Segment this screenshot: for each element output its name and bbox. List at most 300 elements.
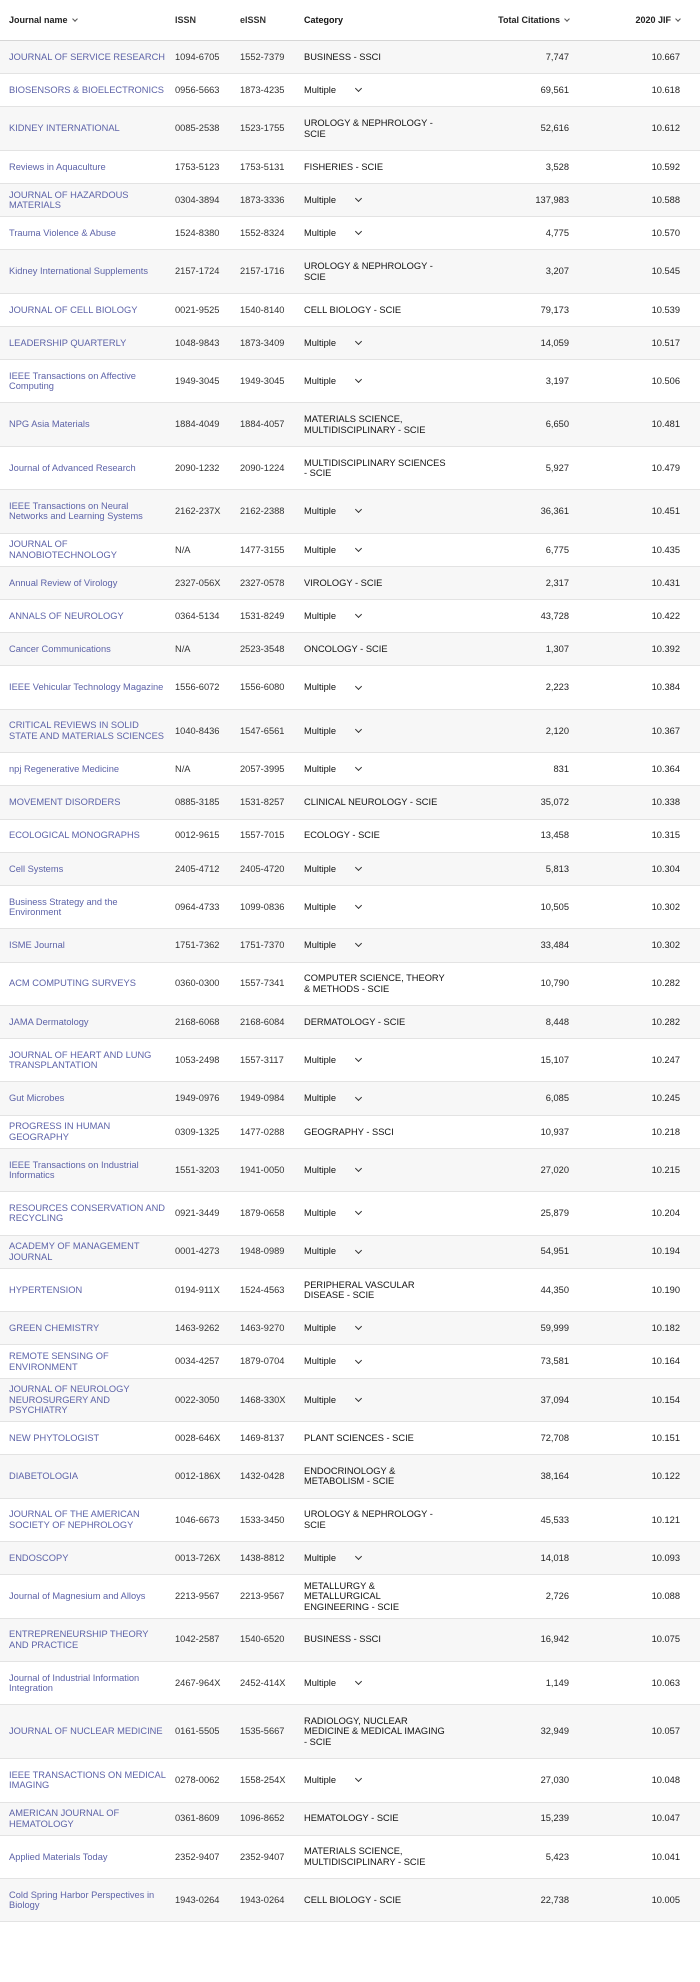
- jif-value: 10.093: [651, 1552, 680, 1563]
- table-row: [0, 1662, 700, 1705]
- table-row: [0, 1836, 700, 1879]
- category-label: Multiple: [304, 1552, 337, 1563]
- issn-value: 2213-9567: [175, 1591, 220, 1602]
- journal-name-link[interactable]: NPG Asia Materials: [9, 419, 90, 430]
- chevron-down-icon[interactable]: [355, 683, 362, 690]
- eissn-value: 1438-8812: [240, 1552, 285, 1563]
- chevron-down-icon[interactable]: [355, 1165, 362, 1172]
- eissn-value: 1879-0658: [240, 1208, 285, 1219]
- journal-name-link[interactable]: GREEN CHEMISTRY: [9, 1323, 100, 1334]
- category-label: Multiple: [304, 1356, 337, 1367]
- jif-value: 10.215: [651, 1164, 680, 1175]
- jif-value: 10.667: [651, 51, 680, 62]
- journal-name-link[interactable]: Cell Systems: [9, 863, 64, 874]
- table-row: [0, 786, 700, 819]
- eissn-value: 1948-0989: [240, 1246, 285, 1257]
- table-row: [0, 600, 700, 633]
- eissn-value: 2162-2388: [240, 506, 285, 517]
- total-citations-value: 3,528: [545, 161, 569, 172]
- total-citations-value: 5,813: [545, 863, 569, 874]
- issn-value: 0364-5134: [175, 610, 220, 621]
- issn-value: 1949-3045: [175, 376, 220, 387]
- table-row: [0, 1759, 700, 1802]
- journal-name-link[interactable]: ECOLOGICAL MONOGRAPHS: [9, 830, 140, 841]
- table-row: [0, 1192, 700, 1235]
- total-citations-value: 38,164: [540, 1471, 569, 1482]
- eissn-value: 2057-3995: [240, 764, 285, 775]
- table-row: [0, 1455, 700, 1498]
- category-label: Multiple: [304, 194, 337, 205]
- journal-name-link[interactable]: IEEE TRANSACTIONS ON MEDICAL IMAGING: [9, 1769, 166, 1791]
- journal-name-link[interactable]: NEW PHYTOLOGIST: [9, 1432, 100, 1443]
- journal-name-link[interactable]: Journal of Advanced Research: [9, 462, 136, 473]
- chevron-down-icon[interactable]: [355, 1678, 362, 1685]
- chevron-down-icon[interactable]: [355, 376, 362, 383]
- eissn-value: 1552-8324: [240, 227, 285, 238]
- category-dropdown[interactable]: [304, 85, 454, 96]
- jif-value: 10.247: [651, 1055, 680, 1066]
- table-row: [0, 1379, 700, 1422]
- eissn-value: 1556-6080: [240, 682, 285, 693]
- table-row: [0, 1879, 700, 1922]
- table-row: [0, 567, 700, 600]
- category-dropdown[interactable]: [304, 1678, 454, 1689]
- jif-value: 10.182: [651, 1323, 680, 1334]
- total-citations-value: 32,949: [540, 1726, 569, 1737]
- journal-name-link[interactable]: LEADERSHIP QUARTERLY: [9, 337, 127, 348]
- journal-name-link[interactable]: IEEE Vehicular Technology Magazine: [9, 682, 164, 693]
- jif-value: 10.302: [651, 901, 680, 912]
- chevron-down-icon[interactable]: [355, 338, 362, 345]
- journal-name-link[interactable]: Cold Spring Harbor Perspectives in Biology: [9, 1889, 155, 1911]
- issn-value: 1949-0976: [175, 1093, 220, 1104]
- eissn-value: 1753-5131: [240, 161, 285, 172]
- jif-value: 10.057: [651, 1726, 680, 1737]
- total-citations-value: 3,207: [545, 266, 569, 277]
- chevron-down-icon[interactable]: [564, 16, 570, 22]
- category-dropdown[interactable]: [304, 1208, 454, 1219]
- issn-value: 0956-5663: [175, 85, 220, 96]
- table-row: [0, 1039, 700, 1082]
- jif-value: 10.612: [651, 123, 680, 134]
- jif-value: 10.435: [651, 544, 680, 555]
- category-value: CELL BIOLOGY - SCIE: [304, 1895, 402, 1906]
- table-row: [0, 1269, 700, 1312]
- issn-value: 1053-2498: [175, 1055, 220, 1066]
- chevron-down-icon[interactable]: [355, 228, 362, 235]
- journal-name-link[interactable]: Gut Microbes: [9, 1093, 65, 1104]
- jif-value: 10.367: [651, 725, 680, 736]
- category-label: Multiple: [304, 1323, 337, 1334]
- journal-name-link[interactable]: HYPERTENSION: [9, 1284, 83, 1295]
- chevron-down-icon[interactable]: [355, 195, 362, 202]
- eissn-value: 2352-9407: [240, 1851, 285, 1862]
- jif-value: 10.392: [651, 644, 680, 655]
- category-dropdown[interactable]: [304, 338, 454, 349]
- chevron-down-icon[interactable]: [355, 85, 362, 92]
- jif-value: 10.041: [651, 1851, 680, 1862]
- column-header-label: Total Citations: [498, 15, 560, 25]
- issn-value: 1048-9843: [175, 337, 220, 348]
- issn-value: 1046-6673: [175, 1514, 220, 1525]
- table-row: [0, 633, 700, 666]
- eissn-value: 1432-0428: [240, 1471, 285, 1482]
- journal-name-link[interactable]: ANNALS OF NEUROLOGY: [9, 610, 124, 621]
- chevron-down-icon[interactable]: [355, 864, 362, 871]
- journal-name-link[interactable]: PROGRESS IN HUMAN GEOGRAPHY: [9, 1121, 111, 1142]
- journal-name-link[interactable]: MOVEMENT DISORDERS: [9, 797, 121, 808]
- category-dropdown[interactable]: [304, 1395, 454, 1406]
- table-row: [0, 490, 700, 533]
- issn-value: 0309-1325: [175, 1126, 220, 1137]
- journal-name-link[interactable]: JOURNAL OF THE AMERICAN SOCIETY OF NEPHROLOGY: [9, 1509, 140, 1530]
- category-dropdown[interactable]: [304, 228, 454, 239]
- total-citations-value: 2,726: [545, 1591, 569, 1602]
- category-label: Multiple: [304, 1093, 337, 1104]
- journal-name-link[interactable]: JOURNAL OF NUCLEAR MEDICINE: [9, 1726, 163, 1737]
- table-row: [0, 447, 700, 490]
- eissn-value: 1873-4235: [240, 85, 285, 96]
- category-dropdown[interactable]: [304, 1055, 454, 1066]
- issn-value: 1751-7362: [175, 940, 220, 951]
- table-row: [0, 403, 700, 446]
- category-dropdown[interactable]: [304, 376, 454, 387]
- journal-name-link[interactable]: ISME Journal: [9, 940, 65, 951]
- journal-name-link[interactable]: npj Regenerative Medicine: [9, 764, 120, 775]
- table-row: [0, 1082, 700, 1115]
- chevron-down-icon[interactable]: [355, 506, 362, 513]
- total-citations-value: 27,020: [540, 1164, 569, 1175]
- eissn-value: 1558-254X: [240, 1775, 286, 1786]
- total-citations-value: 45,533: [540, 1514, 569, 1525]
- chevron-down-icon[interactable]: [355, 1055, 362, 1062]
- journal-name-link[interactable]: CRITICAL REVIEWS IN SOLID STATE AND MATERIALS SCIENCES: [9, 720, 164, 741]
- category-value: CELL BIOLOGY - SCIE: [304, 304, 402, 315]
- journal-name-link[interactable]: ACM COMPUTING SURVEYS: [9, 978, 136, 989]
- category-dropdown[interactable]: [304, 506, 454, 517]
- jif-value: 10.539: [651, 304, 680, 315]
- eissn-value: 2523-3548: [240, 644, 285, 655]
- table-row: [0, 184, 700, 217]
- jif-value: 10.451: [651, 506, 680, 517]
- issn-value: 0921-3449: [175, 1208, 220, 1219]
- category-label: Multiple: [304, 1246, 337, 1257]
- column-header-journal-name[interactable]: [0, 15, 175, 25]
- category-value: MULTIDISCIPLINARY SCIENCES - SCIE: [304, 457, 446, 479]
- category-value: ECOLOGY - SCIE: [304, 830, 380, 841]
- total-citations-value: 6,775: [545, 544, 569, 555]
- category-dropdown[interactable]: [304, 1553, 454, 1564]
- chevron-down-icon[interactable]: [355, 1553, 362, 1560]
- table-row: [0, 1422, 700, 1455]
- category-dropdown[interactable]: [304, 195, 454, 206]
- column-header-total-citations[interactable]: [454, 15, 579, 25]
- total-citations-value: 69,561: [540, 85, 569, 96]
- eissn-value: 1524-4563: [240, 1284, 285, 1295]
- eissn-value: 1523-1755: [240, 123, 285, 134]
- chevron-down-icon[interactable]: [355, 1094, 362, 1101]
- total-citations-value: 10,790: [540, 978, 569, 989]
- journal-name-link[interactable]: Applied Materials Today: [9, 1851, 108, 1862]
- journal-name-link[interactable]: JOURNAL OF NEUROLOGY NEUROSURGERY AND PSYCHIATRY: [9, 1384, 130, 1416]
- total-citations-value: 2,120: [545, 725, 569, 736]
- category-dropdown[interactable]: [304, 940, 454, 951]
- eissn-value: 1557-7341: [240, 978, 285, 989]
- journal-name-link[interactable]: REMOTE SENSING OF ENVIRONMENT: [9, 1351, 109, 1372]
- total-citations-value: 2,223: [545, 682, 569, 693]
- chevron-down-icon[interactable]: [355, 1247, 362, 1254]
- column-header-label: Category: [304, 15, 344, 25]
- journal-name-link[interactable]: JOURNAL OF HEART AND LUNG TRANSPLANTATION: [9, 1049, 152, 1071]
- table-row: [0, 107, 700, 150]
- jif-value: 10.545: [651, 266, 680, 277]
- table-body: [0, 41, 700, 1922]
- chevron-down-icon[interactable]: [355, 1395, 362, 1402]
- jif-value: 10.282: [651, 978, 680, 989]
- eissn-value: 1477-0288: [240, 1126, 285, 1137]
- eissn-value: 2405-4720: [240, 863, 285, 874]
- jif-value: 10.122: [651, 1471, 680, 1482]
- issn-value: 1040-8436: [175, 725, 220, 736]
- journal-name-link[interactable]: Kidney International Supplements: [9, 266, 149, 277]
- category-value: PLANT SCIENCES - SCIE: [304, 1432, 414, 1443]
- category-dropdown[interactable]: [304, 611, 454, 622]
- eissn-value: 2157-1716: [240, 266, 285, 277]
- eissn-value: 1099-0836: [240, 901, 285, 912]
- jif-value: 10.384: [651, 682, 680, 693]
- total-citations-value: 16,942: [540, 1634, 569, 1645]
- table-row: [0, 151, 700, 184]
- chevron-down-icon[interactable]: [675, 16, 681, 22]
- issn-value: 0885-3185: [175, 797, 220, 808]
- total-citations-value: 3,197: [545, 376, 569, 387]
- journal-name-link[interactable]: AMERICAN JOURNAL OF HEMATOLOGY: [9, 1808, 120, 1829]
- issn-value: 0964-4733: [175, 901, 220, 912]
- eissn-value: 1531-8249: [240, 610, 285, 621]
- table-row: [0, 74, 700, 107]
- category-label: Multiple: [304, 1055, 337, 1066]
- table-row: [0, 1705, 700, 1759]
- jif-value: 10.618: [651, 85, 680, 96]
- journal-name-link[interactable]: DIABETOLOGIA: [9, 1471, 79, 1482]
- journal-name-link[interactable]: IEEE Transactions on Industrial Informatics: [9, 1159, 139, 1181]
- journal-name-link[interactable]: ENTREPRENEURSHIP THEORY AND PRACTICE: [9, 1629, 149, 1650]
- category-value: HEMATOLOGY - SCIE: [304, 1813, 399, 1824]
- journal-name-link[interactable]: Cancer Communications: [9, 644, 111, 655]
- total-citations-value: 1,307: [545, 644, 569, 655]
- table-row: [0, 1542, 700, 1575]
- category-value: BUSINESS - SSCI: [304, 1634, 381, 1645]
- total-citations-value: 10,937: [540, 1126, 569, 1137]
- issn-value: 0194-911X: [175, 1284, 220, 1295]
- eissn-value: 1540-6520: [240, 1634, 285, 1645]
- issn-value: 1094-6705: [175, 51, 220, 62]
- total-citations-value: 5,927: [545, 462, 569, 473]
- jif-value: 10.218: [651, 1126, 680, 1137]
- category-label: Multiple: [304, 725, 337, 736]
- jif-value: 10.588: [651, 194, 680, 205]
- issn-value: 2162-237X: [175, 506, 221, 517]
- journal-name-link[interactable]: Journal of Magnesium and Alloys: [9, 1591, 146, 1602]
- issn-value: 2467-964X: [175, 1677, 221, 1688]
- category-label: Multiple: [304, 1208, 337, 1219]
- table-row: [0, 929, 700, 962]
- category-label: Multiple: [304, 227, 337, 238]
- jif-value: 10.075: [651, 1634, 680, 1645]
- eissn-value: 1096-8652: [240, 1813, 285, 1824]
- total-citations-value: 7,747: [545, 51, 569, 62]
- chevron-down-icon[interactable]: [355, 902, 362, 909]
- chevron-down-icon[interactable]: [355, 1356, 362, 1363]
- category-label: Multiple: [304, 85, 337, 96]
- total-citations-value: 22,738: [540, 1895, 569, 1906]
- category-dropdown[interactable]: [304, 902, 454, 913]
- chevron-down-icon[interactable]: [72, 16, 78, 22]
- category-value: UROLOGY & NEPHROLOGY - SCIE: [304, 118, 433, 139]
- table-row: [0, 250, 700, 293]
- jif-value: 10.088: [651, 1591, 680, 1602]
- journal-name-link[interactable]: ACADEMY OF MANAGEMENT JOURNAL: [9, 1241, 140, 1262]
- issn-value: 0034-4257: [175, 1356, 220, 1367]
- journal-name-link[interactable]: KIDNEY INTERNATIONAL: [9, 123, 120, 134]
- journal-name-link[interactable]: Journal of Industrial Information Integration: [9, 1672, 140, 1694]
- total-citations-value: 137,983: [535, 194, 569, 205]
- issn-value: 1524-8380: [175, 227, 220, 238]
- jif-value: 10.302: [651, 940, 680, 951]
- category-value: DERMATOLOGY - SCIE: [304, 1016, 406, 1027]
- chevron-down-icon[interactable]: [355, 611, 362, 618]
- chevron-down-icon[interactable]: [355, 940, 362, 947]
- jif-value: 10.517: [651, 337, 680, 348]
- category-label: Multiple: [304, 940, 337, 951]
- total-citations-value: 52,616: [540, 123, 569, 134]
- table-row: [0, 1803, 700, 1836]
- eissn-value: 2213-9567: [240, 1591, 285, 1602]
- category-label: Multiple: [304, 901, 337, 912]
- total-citations-value: 35,072: [540, 797, 569, 808]
- category-label: Multiple: [304, 682, 337, 693]
- category-dropdown[interactable]: [304, 726, 454, 737]
- column-header-jif[interactable]: [579, 15, 694, 25]
- journal-name-link[interactable]: JOURNAL OF HAZARDOUS MATERIALS: [9, 189, 129, 211]
- journal-name-link[interactable]: JAMA Dermatology: [9, 1016, 89, 1027]
- journal-name-link[interactable]: RESOURCES CONSERVATION AND RECYCLING: [9, 1202, 166, 1224]
- issn-value: 1042-2587: [175, 1634, 220, 1645]
- issn-value: 1463-9262: [175, 1323, 220, 1334]
- eissn-value: 2327-0578: [240, 577, 285, 588]
- category-dropdown[interactable]: [304, 1093, 454, 1104]
- category-value: UROLOGY & NEPHROLOGY - SCIE: [304, 261, 433, 282]
- journal-name-link[interactable]: Business Strategy and the Environment: [9, 896, 118, 918]
- total-citations-value: 15,107: [540, 1055, 569, 1066]
- category-value: VIROLOGY - SCIE: [304, 577, 383, 588]
- journal-name-link[interactable]: JOURNAL OF CELL BIOLOGY: [9, 304, 138, 315]
- jif-value: 10.282: [651, 1016, 680, 1027]
- jif-value: 10.479: [651, 462, 680, 473]
- table-row: [0, 327, 700, 360]
- table-row: [0, 1116, 700, 1149]
- total-citations-value: 44,350: [540, 1284, 569, 1295]
- issn-value: 2352-9407: [175, 1851, 220, 1862]
- jif-value: 10.190: [651, 1284, 680, 1295]
- jif-value: 10.121: [651, 1514, 680, 1525]
- total-citations-value: 73,581: [540, 1356, 569, 1367]
- category-value: RADIOLOGY, NUCLEAR MEDICINE & MEDICAL IMAGING - SCIE: [304, 1715, 445, 1747]
- total-citations-value: 15,239: [540, 1813, 569, 1824]
- total-citations-value: 54,951: [540, 1246, 569, 1257]
- table-row: [0, 1619, 700, 1662]
- category-dropdown[interactable]: [304, 1165, 454, 1176]
- column-header-issn: [175, 15, 240, 25]
- category-label: Multiple: [304, 544, 337, 555]
- table-row: [0, 1575, 700, 1618]
- category-value: ONCOLOGY - SCIE: [304, 644, 388, 655]
- eissn-value: 2090-1224: [240, 462, 285, 473]
- journal-name-link[interactable]: Trauma Violence & Abuse: [9, 227, 116, 238]
- total-citations-value: 79,173: [540, 304, 569, 315]
- journal-name-link[interactable]: Reviews in Aquaculture: [9, 161, 106, 172]
- chevron-down-icon[interactable]: [355, 545, 362, 552]
- eissn-value: 1751-7370: [240, 940, 285, 951]
- issn-value: 0304-3894: [175, 194, 220, 205]
- journal-name-link[interactable]: IEEE Transactions on Affective Computing: [9, 370, 136, 392]
- category-dropdown[interactable]: [304, 1356, 454, 1367]
- chevron-down-icon[interactable]: [355, 726, 362, 733]
- category-label: Multiple: [304, 1394, 337, 1405]
- total-citations-value: 831: [553, 764, 569, 775]
- total-citations-value: 4,775: [545, 227, 569, 238]
- jif-value: 10.154: [651, 1394, 680, 1405]
- journal-name-link[interactable]: JOURNAL OF SERVICE RESEARCH: [9, 51, 166, 62]
- category-dropdown[interactable]: [304, 1246, 454, 1257]
- journal-name-link[interactable]: BIOSENSORS & BIOELECTRONICS: [9, 85, 164, 96]
- journal-name-link[interactable]: IEEE Transactions on Neural Networks and Learning Systems: [9, 500, 143, 522]
- total-citations-value: 1,149: [545, 1677, 569, 1688]
- eissn-value: 2168-6084: [240, 1016, 285, 1027]
- table-row: [0, 534, 700, 567]
- eissn-value: 1535-5667: [240, 1726, 285, 1737]
- total-citations-value: 14,018: [540, 1552, 569, 1563]
- category-value: FISHERIES - SCIE: [304, 161, 384, 172]
- category-dropdown[interactable]: [304, 764, 454, 775]
- journal-name-link[interactable]: ENDOSCOPY: [9, 1552, 69, 1563]
- issn-value: 0001-4273: [175, 1246, 220, 1257]
- jif-value: 10.151: [651, 1432, 680, 1443]
- chevron-down-icon[interactable]: [355, 764, 362, 771]
- table-row: [0, 710, 700, 753]
- table-row: [0, 963, 700, 1006]
- total-citations-value: 14,059: [540, 337, 569, 348]
- category-dropdown[interactable]: [304, 1775, 454, 1786]
- category-dropdown[interactable]: [304, 864, 454, 875]
- eissn-value: 1540-8140: [240, 304, 285, 315]
- chevron-down-icon[interactable]: [355, 1323, 362, 1330]
- category-dropdown[interactable]: [304, 1323, 454, 1334]
- total-citations-value: 13,458: [540, 830, 569, 841]
- table-row: [0, 41, 700, 74]
- chevron-down-icon[interactable]: [355, 1208, 362, 1215]
- journal-name-link[interactable]: Annual Review of Virology: [9, 577, 118, 588]
- total-citations-value: 37,094: [540, 1394, 569, 1405]
- category-dropdown[interactable]: [304, 682, 454, 693]
- category-value: UROLOGY & NEPHROLOGY - SCIE: [304, 1509, 433, 1530]
- issn-value: 1884-4049: [175, 419, 220, 430]
- category-dropdown[interactable]: [304, 545, 454, 556]
- journal-name-link[interactable]: JOURNAL OF NANOBIOTECHNOLOGY: [9, 539, 117, 560]
- eissn-value: 1547-6561: [240, 725, 285, 736]
- category-value: METALLURGY & METALLURGICAL ENGINEERING - SCIE: [304, 1580, 400, 1612]
- chevron-down-icon[interactable]: [355, 1775, 362, 1782]
